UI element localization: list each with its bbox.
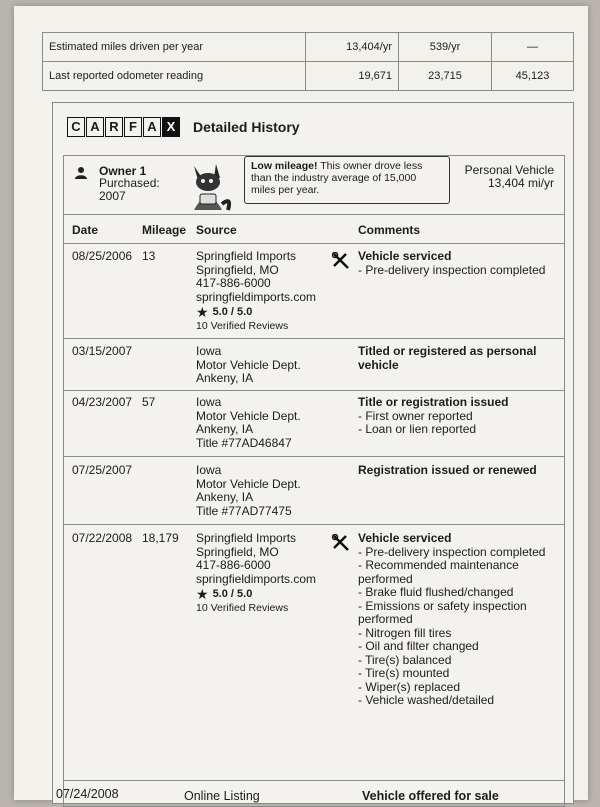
summary-table bbox=[42, 32, 574, 91]
history-header bbox=[67, 115, 300, 139]
owner-purchased bbox=[99, 177, 160, 203]
reviews-count: 10 Verified Reviews bbox=[196, 319, 289, 332]
col-source: Source bbox=[196, 223, 237, 237]
miles-per-year: 13,404 mi/yr bbox=[487, 176, 554, 190]
cell-owner1: 13,404/yr bbox=[306, 33, 399, 62]
table-row bbox=[43, 62, 574, 91]
logo-letter: A bbox=[143, 117, 161, 137]
record-source: Online Listing bbox=[184, 789, 260, 803]
comment-title: Registration issued or renewed bbox=[358, 463, 537, 477]
rating-value: 5.0 / 5.0 bbox=[212, 306, 253, 318]
history-column-headers bbox=[64, 214, 564, 244]
record-source bbox=[196, 250, 316, 333]
record-date: 03/15/2007 bbox=[72, 344, 133, 358]
comment-line: - Pre-delivery inspection completed bbox=[358, 262, 546, 277]
col-comments: Comments bbox=[358, 223, 421, 237]
low-mileage-heading: Low mileage! bbox=[251, 160, 318, 172]
table-row bbox=[64, 338, 564, 391]
table-row bbox=[56, 780, 564, 807]
logo-letter: A bbox=[86, 117, 104, 137]
source-line: 417-886-6000 bbox=[196, 276, 271, 290]
low-mileage-callout bbox=[244, 156, 450, 204]
wrench-screwdriver-icon bbox=[332, 534, 350, 552]
source-line: Title #77AD77475 bbox=[196, 503, 292, 518]
record-date: 07/22/2008 bbox=[72, 531, 133, 545]
record-mileage: 57 bbox=[142, 395, 156, 409]
source-line: Motor Vehicle Dept. bbox=[196, 476, 301, 491]
row-label: Estimated miles driven per year bbox=[43, 33, 306, 62]
source-line: Ankeny, IA bbox=[196, 422, 254, 436]
record-source bbox=[196, 396, 301, 450]
row-label: Last reported odometer reading bbox=[43, 62, 306, 91]
wrench-screwdriver-icon bbox=[332, 252, 350, 270]
cell-owner2: 23,715 bbox=[399, 62, 492, 91]
carfox-mascot-icon bbox=[186, 160, 234, 214]
comment-line: - Emissions or safety inspection performed bbox=[358, 598, 527, 626]
carfax-logo bbox=[67, 117, 181, 137]
record-mileage: 18,179 bbox=[142, 531, 179, 545]
record-source bbox=[196, 464, 301, 518]
owner-title: Owner 1 bbox=[99, 164, 147, 178]
source-line: springfieldimports.com bbox=[196, 571, 317, 586]
source-line: Ankeny, IA bbox=[196, 490, 254, 504]
record-mileage: 13 bbox=[142, 249, 156, 263]
source-line: Motor Vehicle Dept. bbox=[196, 357, 301, 372]
record-date: 07/24/2008 bbox=[56, 787, 119, 801]
logo-letter: F bbox=[124, 117, 142, 137]
record-comments bbox=[358, 250, 545, 277]
owner-usage bbox=[465, 164, 554, 190]
col-mileage: Mileage bbox=[142, 223, 187, 237]
record-source bbox=[196, 345, 301, 386]
source-line: Iowa bbox=[196, 344, 222, 358]
comment-line: - Loan or lien reported bbox=[358, 422, 477, 436]
cell-owner3: 45,123 bbox=[492, 62, 574, 91]
record-date: 07/25/2007 bbox=[72, 463, 133, 477]
comment-title: Vehicle serviced bbox=[358, 249, 452, 263]
comment-line: - First owner reported bbox=[358, 408, 473, 423]
section-title: Detailed History bbox=[193, 119, 300, 135]
comment-title: Vehicle offered for sale bbox=[362, 789, 499, 803]
comment-title: Title or registration issued bbox=[358, 395, 509, 409]
source-line: springfieldimports.com bbox=[196, 289, 317, 304]
table-row bbox=[64, 390, 564, 457]
table-row bbox=[64, 524, 564, 730]
logo-letter: R bbox=[105, 117, 123, 137]
record-comments bbox=[358, 464, 537, 478]
vehicle-type: Personal Vehicle bbox=[464, 163, 554, 177]
comment-line: - Tire(s) balanced bbox=[358, 652, 452, 667]
record-date: 04/23/2007 bbox=[72, 395, 133, 409]
record-comments bbox=[358, 532, 558, 708]
cell-owner1: 19,671 bbox=[306, 62, 399, 91]
comment-line: - Pre-delivery inspection completed bbox=[358, 544, 546, 559]
record-comments bbox=[358, 396, 508, 437]
logo-letter: X bbox=[162, 117, 180, 137]
source-line: Springfield, MO bbox=[196, 544, 279, 559]
comment-line: - Brake fluid flushed/changed bbox=[358, 585, 514, 599]
source-line: Ankeny, IA bbox=[196, 371, 254, 385]
source-line: Title #77AD46847 bbox=[196, 435, 292, 450]
document-page bbox=[14, 6, 588, 803]
comment-line: - Wiper(s) replaced bbox=[358, 679, 461, 694]
source-line: Springfield Imports bbox=[196, 249, 297, 263]
comment-line: - Nitrogen fill tires bbox=[358, 625, 452, 640]
logo-letter: C bbox=[67, 117, 85, 137]
record-date: 08/25/2006 bbox=[72, 249, 133, 263]
purchased-label: Purchased: bbox=[99, 176, 160, 190]
source-line: Iowa bbox=[196, 395, 222, 409]
comment-line: - Oil and filter changed bbox=[358, 639, 479, 653]
source-line: Iowa bbox=[196, 463, 222, 477]
rating-value: 5.0 / 5.0 bbox=[212, 588, 253, 600]
reviews-count: 10 Verified Reviews bbox=[196, 601, 289, 614]
source-line: 417-886-6000 bbox=[196, 558, 271, 572]
record-comments bbox=[358, 345, 548, 372]
person-icon bbox=[74, 166, 88, 180]
table-row bbox=[64, 456, 564, 525]
cell-owner2: 539/yr bbox=[399, 33, 492, 62]
comment-title: Vehicle serviced bbox=[358, 531, 452, 545]
rating bbox=[196, 588, 316, 602]
col-date: Date bbox=[72, 223, 99, 237]
comment-line: - Vehicle washed/detailed bbox=[358, 693, 495, 707]
purchased-year: 2007 bbox=[99, 189, 126, 203]
comment-line: - Recommended maintenance performed bbox=[358, 558, 519, 586]
table-row bbox=[64, 242, 564, 339]
owner-history-box bbox=[56, 155, 565, 807]
source-line: Springfield Imports bbox=[196, 531, 297, 545]
star-icon: ★ bbox=[196, 586, 209, 602]
low-mileage-text: This owner drove less than the industry average of 15,000 miles per year. bbox=[251, 160, 423, 196]
source-line: Springfield, MO bbox=[196, 262, 279, 277]
comment-line: - Tire(s) mounted bbox=[358, 666, 450, 680]
rating bbox=[196, 306, 316, 320]
record-source bbox=[196, 532, 316, 615]
comment-title: Titled or registered as personal vehicle bbox=[358, 344, 537, 372]
table-row bbox=[43, 33, 574, 62]
source-line: Motor Vehicle Dept. bbox=[196, 408, 301, 423]
star-icon: ★ bbox=[196, 304, 209, 320]
detailed-history-section bbox=[52, 102, 574, 804]
cell-owner3: — bbox=[492, 33, 574, 62]
